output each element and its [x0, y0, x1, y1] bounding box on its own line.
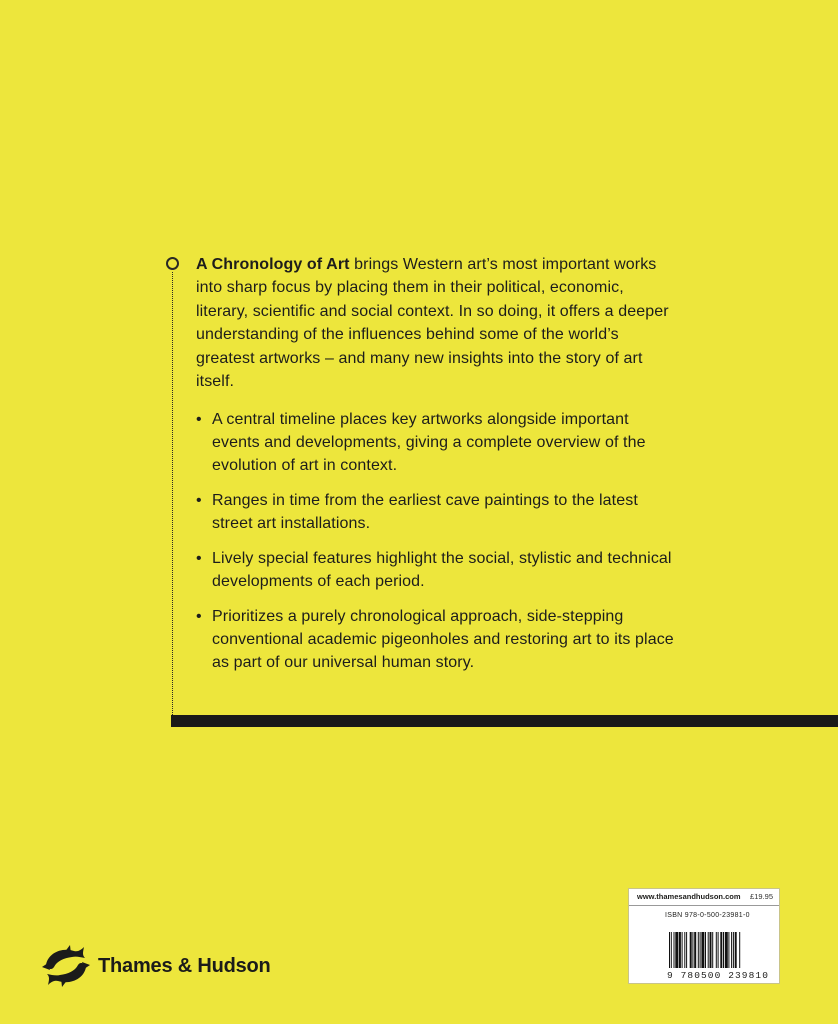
publisher-logo — [40, 943, 271, 989]
list-item: • A central timeline places key artworks alongside important events and developments, giving a complete overview of the evolution of art in context. — [196, 408, 676, 478]
bullet-icon: • — [196, 411, 202, 428]
dolphins-logo-icon — [40, 943, 92, 989]
barcode-panel — [628, 888, 780, 984]
isbn-label: ISBN 978-0-500-23981-0 — [665, 912, 750, 919]
timeline-node-icon — [166, 257, 179, 270]
blurb-text: brings Western art’s most important works into sharp focus by placing them in their political, economic, literary, scientific and social context. In so doing, it offers a deeper understanding of the influences behind some of the world’s greatest artworks – and many new insights into the story of art itself. — [196, 256, 669, 391]
timeline-dotted-line — [172, 272, 173, 717]
blurb-paragraph — [196, 253, 676, 393]
publisher-name: Thames & Hudson — [98, 954, 271, 977]
timeline-bar — [171, 715, 838, 727]
list-item: • Ranges in time from the earliest cave paintings to the latest street art installations. — [196, 489, 676, 535]
list-item: • Prioritizes a purely chronological approach, side-stepping conventional academic pigeonholes and restoring art to its place as part of our universal human story. — [196, 605, 676, 675]
publisher-url: www.thamesandhudson.com — [637, 892, 741, 901]
barcode-icon — [669, 932, 773, 968]
bullet-icon: • — [196, 492, 202, 510]
bullet-icon: • — [196, 607, 202, 625]
bullet-icon: • — [196, 550, 202, 568]
feature-list — [196, 408, 676, 686]
barcode-digits: 9 780500 239810 — [667, 970, 770, 981]
list-item: • Lively special features highlight the social, stylistic and technical developments of each period. — [196, 547, 676, 593]
book-title: A Chronology of Art — [196, 256, 350, 273]
price-label: £19.95 — [750, 892, 773, 901]
